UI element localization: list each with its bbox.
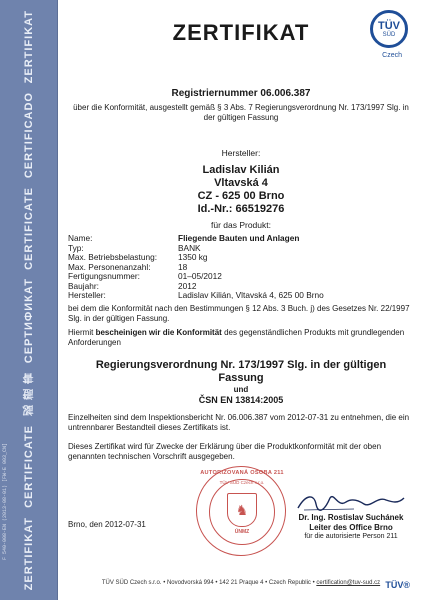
row-key: Name: bbox=[68, 233, 93, 243]
registration-number bbox=[68, 88, 414, 99]
row-value: Ladislav Kilián, Vltavská 4, 625 00 Brno bbox=[178, 290, 324, 300]
regulation-line2: Fassung bbox=[218, 372, 264, 384]
side-band-label: 認 證 書 bbox=[23, 372, 35, 417]
row-value: 18 bbox=[178, 261, 188, 272]
registration-value: 06.006.387 bbox=[260, 88, 311, 99]
row-value: 1350 kg bbox=[178, 252, 208, 262]
side-band-label: CERTIFICATE bbox=[23, 186, 35, 270]
paragraph-text: Hiermit bbox=[68, 328, 94, 337]
side-band-label: CERTIFICADO bbox=[23, 92, 35, 179]
certificate-form-id: F 540-008-EN (2013-08-01) [FW-E 003_CN] bbox=[2, 442, 8, 560]
manufacturer-label: Hersteller: bbox=[221, 148, 261, 158]
paragraph-bold-text: bescheinigen wir die Konformität bbox=[95, 328, 222, 337]
row-value: Fliegende Bauten und Anlagen bbox=[178, 233, 300, 243]
paragraph-purpose: Dieses Zertifikat wird für Zwecke der Erklärung über die Produktkonformität mit der oben genannten technischen Vorschrift ausgegeben. bbox=[68, 442, 382, 461]
stamp-top-text: AUTORIZOVANÁ OSOBA 211 bbox=[200, 470, 284, 476]
signatory-block bbox=[288, 513, 414, 533]
table-row bbox=[68, 272, 414, 282]
row-key: Hersteller: bbox=[68, 290, 106, 300]
stamp-mid-text: TÜV SÜD Czech s.r.o. bbox=[219, 480, 265, 485]
row-key: Max. Betriebsbelastung: bbox=[68, 252, 158, 262]
regulation-line1: Regierungsverordnung Nr. 173/1997 Slg. in der gültigen bbox=[95, 359, 387, 371]
paragraph-certification bbox=[68, 328, 414, 347]
side-band-label: ZERTIFIKAT bbox=[23, 10, 35, 84]
paragraph-text: des gegenständlichen Produkts mit grundlegenden Anforderungen bbox=[68, 328, 405, 347]
signatory-name: Dr. Ing. Rostislav Suchánek bbox=[298, 513, 404, 522]
row-value: 01–05/2012 bbox=[178, 271, 222, 281]
coat-of-arms-icon: ♞ bbox=[227, 493, 257, 527]
tuv-czech-label: Czech bbox=[382, 52, 402, 59]
paragraph-inspection-report: Einzelheiten sind dem Inspektionsbericht Nr. 06.006.387 vom 2012-07-31 zu entnehmen, die ein untrennbarer Bestandteil dieses Zertifikats ist. bbox=[68, 413, 410, 432]
side-band-text bbox=[0, 0, 58, 600]
signatory-title: Leiter des Office Brno bbox=[309, 523, 393, 532]
side-band-label: CERTIFICATE bbox=[23, 425, 35, 508]
regulation-block bbox=[68, 359, 414, 406]
regulation-standard: ČSN EN 13814:2005 bbox=[198, 395, 284, 405]
paragraph-conformity-law: bei dem die Konformität nach den Bestimmungen § 12 Abs. 3 Buch. j) des Gesetzes Nr. 22/1997 Slg. in der gültigen Fassung. bbox=[68, 304, 410, 323]
signature-graphic bbox=[294, 490, 406, 514]
side-band-label: ZERTIFIKAT bbox=[23, 516, 35, 590]
authorized-person-stamp bbox=[196, 466, 286, 556]
side-band-label: СЕРТИФИКАТ bbox=[23, 278, 35, 364]
manufacturer-name: Ladislav Kilián bbox=[202, 164, 280, 176]
place-date: Brno, den 2012-07-31 bbox=[68, 520, 146, 529]
footer-address bbox=[68, 580, 414, 586]
footer-email-link[interactable]: certification@tuv-sud.cz bbox=[316, 580, 381, 586]
certificate-content bbox=[68, 0, 414, 600]
registration-label: Registriernummer bbox=[171, 88, 258, 99]
tuv-logo-main: TÜV bbox=[378, 19, 400, 32]
tuv-logo-sub: SÜD bbox=[382, 31, 396, 38]
stamp-authority: ÚNMZ bbox=[234, 529, 250, 535]
tuv-footer-mark: TÜV® bbox=[385, 580, 410, 590]
product-table bbox=[68, 234, 414, 301]
regulation-und: und bbox=[233, 385, 249, 394]
product-label: für das Produkt: bbox=[210, 220, 271, 230]
row-value: BANK bbox=[178, 242, 201, 253]
manufacturer-city: CZ - 625 00 Brno bbox=[197, 190, 285, 202]
row-key: Baujahr: bbox=[68, 280, 99, 291]
row-value: 2012 bbox=[178, 280, 197, 291]
row-key: Fertigungsnummer: bbox=[68, 271, 140, 281]
signatory-subtitle: für die autorisierte Person 211 bbox=[304, 533, 398, 540]
manufacturer-block bbox=[68, 164, 414, 216]
row-key: Typ: bbox=[68, 242, 84, 253]
table-row bbox=[68, 291, 414, 301]
page-title: ZERTIFIKAT bbox=[172, 20, 310, 45]
row-key: Max. Personenanzahl: bbox=[68, 261, 151, 272]
footer-text: TÜV SÜD Czech s.r.o. • Novodvorská 994 • 142 21 Praque 4 • Czech Republic • bbox=[101, 580, 317, 586]
table-row bbox=[68, 234, 414, 244]
manufacturer-id: Id.-Nr.: 66519276 bbox=[197, 203, 285, 215]
conformity-text: über die Konformität, ausgestellt gemäß § 3 Abs. 7 Regierungsverordnung Nr. 173/1997 Slg. in der gültigen Fassung bbox=[73, 103, 409, 122]
manufacturer-street: Vltavská 4 bbox=[214, 177, 268, 189]
